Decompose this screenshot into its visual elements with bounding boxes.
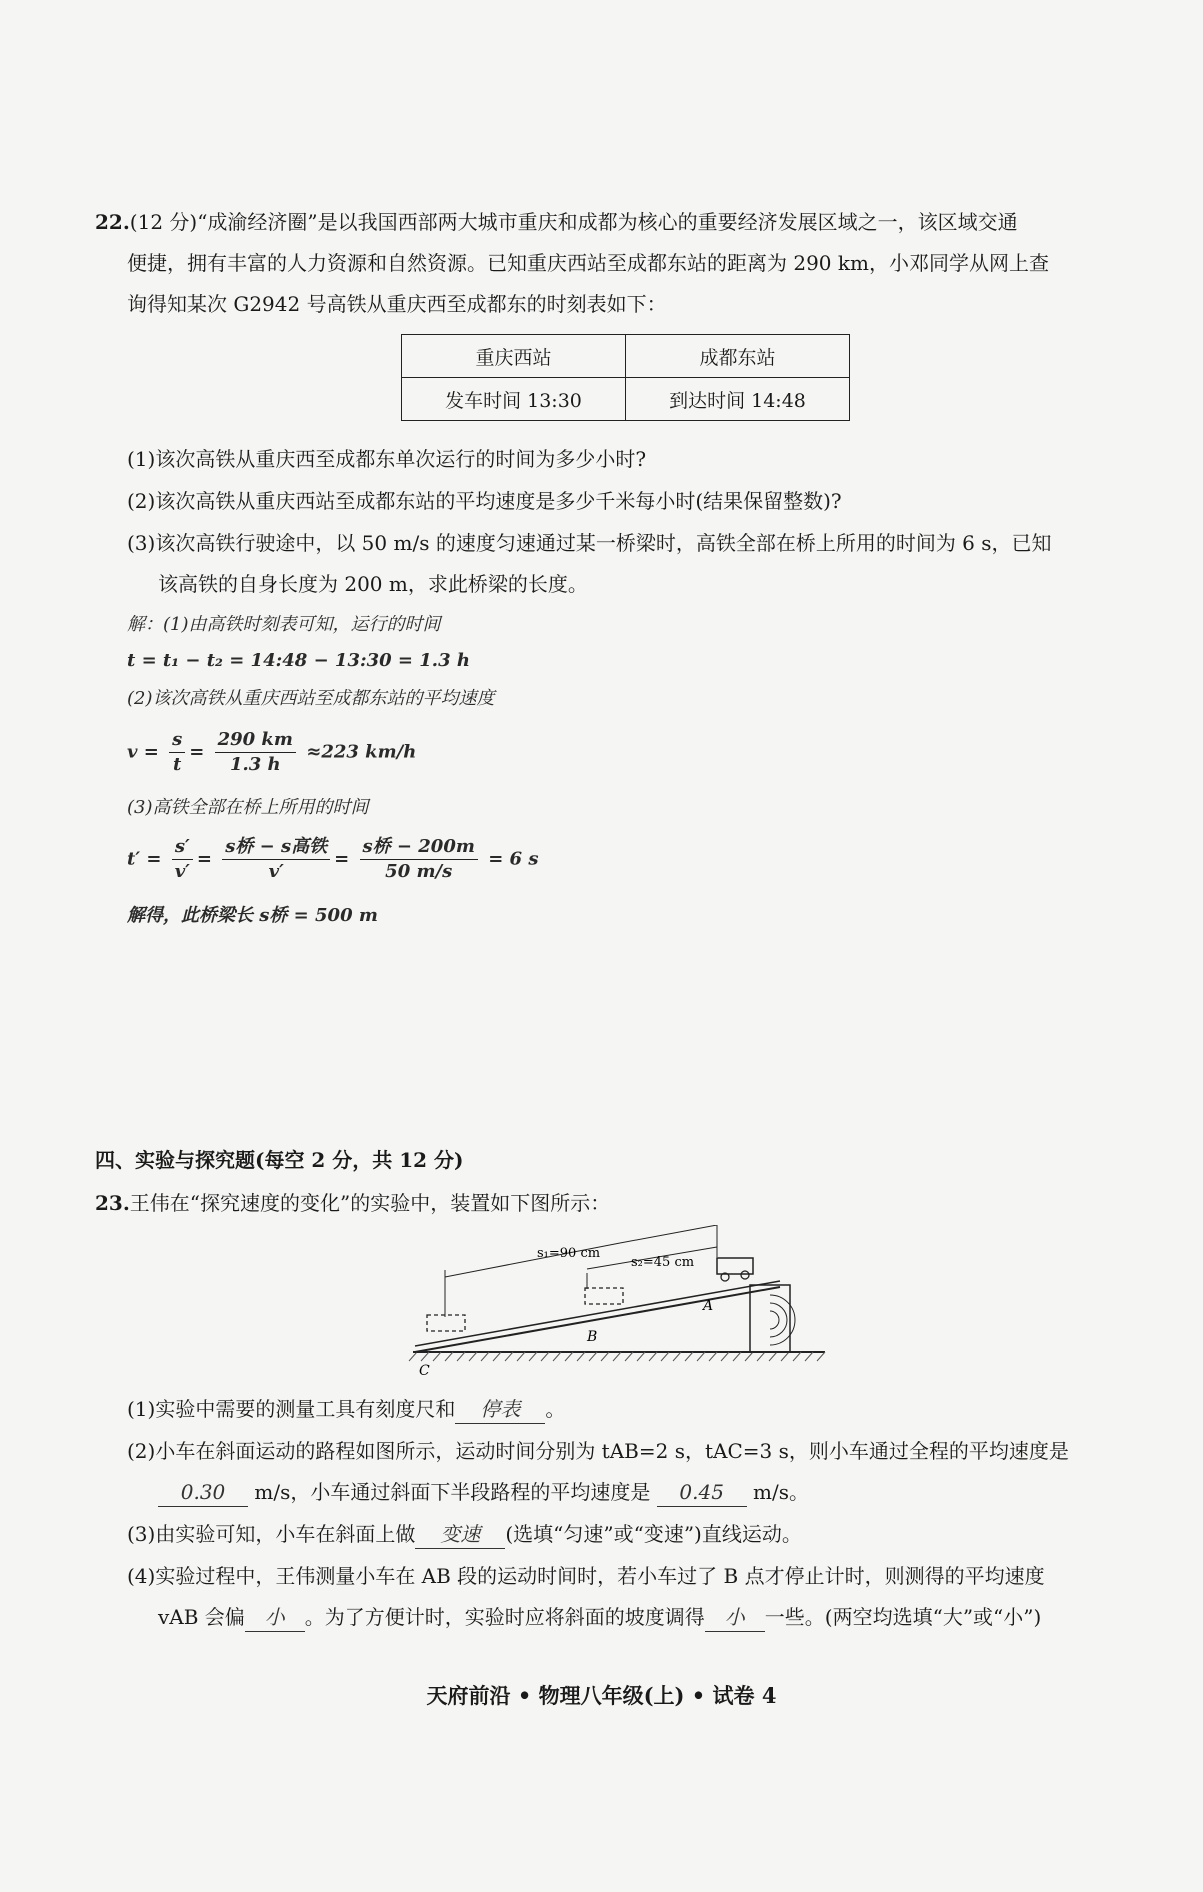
answer-blank-tool: 停表 [455,1395,545,1424]
fraction-s-over-t: $\frac{s}{t}$ [169,728,185,777]
fraction-bridge-over-50: $\frac{\text{s桥 − 200m}}{50 m/s}$ [360,835,478,884]
label-a: A [703,1298,714,1314]
q23-intro-line [95,1189,610,1217]
timetable-arrive: 到达时间 14:48 [626,378,850,421]
timetable [401,334,850,421]
page-footer: 天府前沿 • 物理八年级(上) • 试卷 4 [426,1683,777,1708]
formula-t-right: = 6 s [488,848,539,870]
fraction-s-over-v: $\frac{s'}{v'}$ [172,835,193,884]
answer-line-5: (3)高铁全部在桥上所用的时间 [127,797,369,818]
label-s1: s₁=90 cm [537,1246,601,1261]
answer-blank-bias: 小 [245,1603,305,1632]
q23-part2-line1: (2)小车在斜面运动的路程如图所示，运动时间分别为 tAB=2 s，tAC=3 s，则小车通过全程的平均速度是 [127,1439,1069,1463]
cart-b [585,1288,623,1304]
q23-part4-line1: (4)实验过程中，王伟测量小车在 AB 段的运动时间时，若小车过了 B 点才停止计时，则测得的平均速度 [127,1564,1045,1588]
q22-number: 22. [95,210,130,234]
fraction-diff-over-v: $\frac{\text{s桥 − s高铁}}{v'}$ [222,835,330,884]
label-s2: s₂=45 cm [631,1255,695,1270]
timetable-header-start: 重庆西站 [402,335,626,378]
q23-number: 23. [95,1191,130,1215]
q23-part1: (1)实验中需要的测量工具有刻度尺和 停表 。 [127,1395,565,1424]
q23-part2-line2: 0.30 m/s，小车通过斜面下半段路程的平均速度是 0.45 m/s。 [158,1478,809,1507]
answer-line-1: 解：(1)由高铁时刻表可知，运行的时间 [127,614,441,635]
q23-part3: (3)由实验可知，小车在斜面上做 变速 (选填“匀速”或“变速”)直线运动。 [127,1520,802,1549]
formula-v-right: ≈223 km/h [306,741,417,763]
cart-c [427,1315,465,1331]
formula-t-left: t′ = [127,848,162,870]
answer-blank-slope: 小 [705,1603,765,1632]
q22-line2: 便捷，拥有丰富的人力资源和自然资源。已知重庆西站至成都东站的距离为 290 km，小邓同学从网上查 [127,251,1049,275]
timetable-depart: 发车时间 13:30 [402,378,626,421]
q22-text-1: (12 分)“成渝经济圈”是以我国西部两大城市重庆和成都为核心的重要经济发展区域之一，该区域交通 [129,210,1018,234]
q22-sub3b: 该高铁的自身长度为 200 m，求此桥梁的长度。 [158,572,588,596]
q23-part4-line2: vAB 会偏 小 。为了方便计时，实验时应将斜面的坡度调得 小 一些。(两空均选填“大”或“小”) [158,1603,1041,1632]
answer-time-formula: t′ = $\frac{s'}{v'}$ = $\frac{\text{s桥 − s高铁}}{v'}$ = $\frac{\text{s桥 − 200m}}{50 m/s}$ = 6 s [127,836,539,882]
answer-blank-lower-speed: 0.45 [657,1478,747,1507]
label-b: B [587,1329,598,1345]
formula-v-left: v = [127,741,159,763]
answer-line-7: 解得，此桥梁长 s桥 = 500 m [127,905,378,926]
q22-sub3a: (3)该次高铁行驶途中，以 50 m/s 的速度匀速通过某一桥梁时，高铁全部在桥上所用的时间为 6 s，已知 [127,531,1052,555]
q22-sub1: (1)该次高铁从重庆西至成都东单次运行的时间为多少小时? [127,447,647,471]
timetable-header-end: 成都东站 [626,335,850,378]
section-4-title: 四、实验与探究题(每空 2 分，共 12 分) [95,1148,464,1172]
q22-line1 [95,208,1018,236]
label-c: C [419,1363,430,1379]
q22-sub2: (2)该次高铁从重庆西站至成都东站的平均速度是多少千米每小时(结果保留整数)? [127,489,842,513]
q22-line3: 询得知某次 G2942 号高铁从重庆西至成都东的时刻表如下： [127,292,667,316]
answer-blank-motion: 变速 [415,1520,505,1549]
incline-plank [415,1287,780,1352]
incline-figure [405,1225,835,1390]
answer-line-2: t = t₁ − t₂ = 14:48 − 13:30 = 1.3 h [127,650,470,671]
fraction-290-over-1.3: $\frac{290 km}{1.3 h}$ [215,728,296,777]
answer-blank-avg-speed: 0.30 [158,1478,248,1507]
q23-intro: 王伟在“探究速度的变化”的实验中，装置如下图所示： [129,1191,611,1215]
answer-line-3: (2)该次高铁从重庆西站至成都东站的平均速度 [127,688,495,709]
answer-velocity-formula: v = $\frac{s}{t}$ = $\frac{290 km}{1.3 h}$ ≈223 km/h [127,729,417,775]
